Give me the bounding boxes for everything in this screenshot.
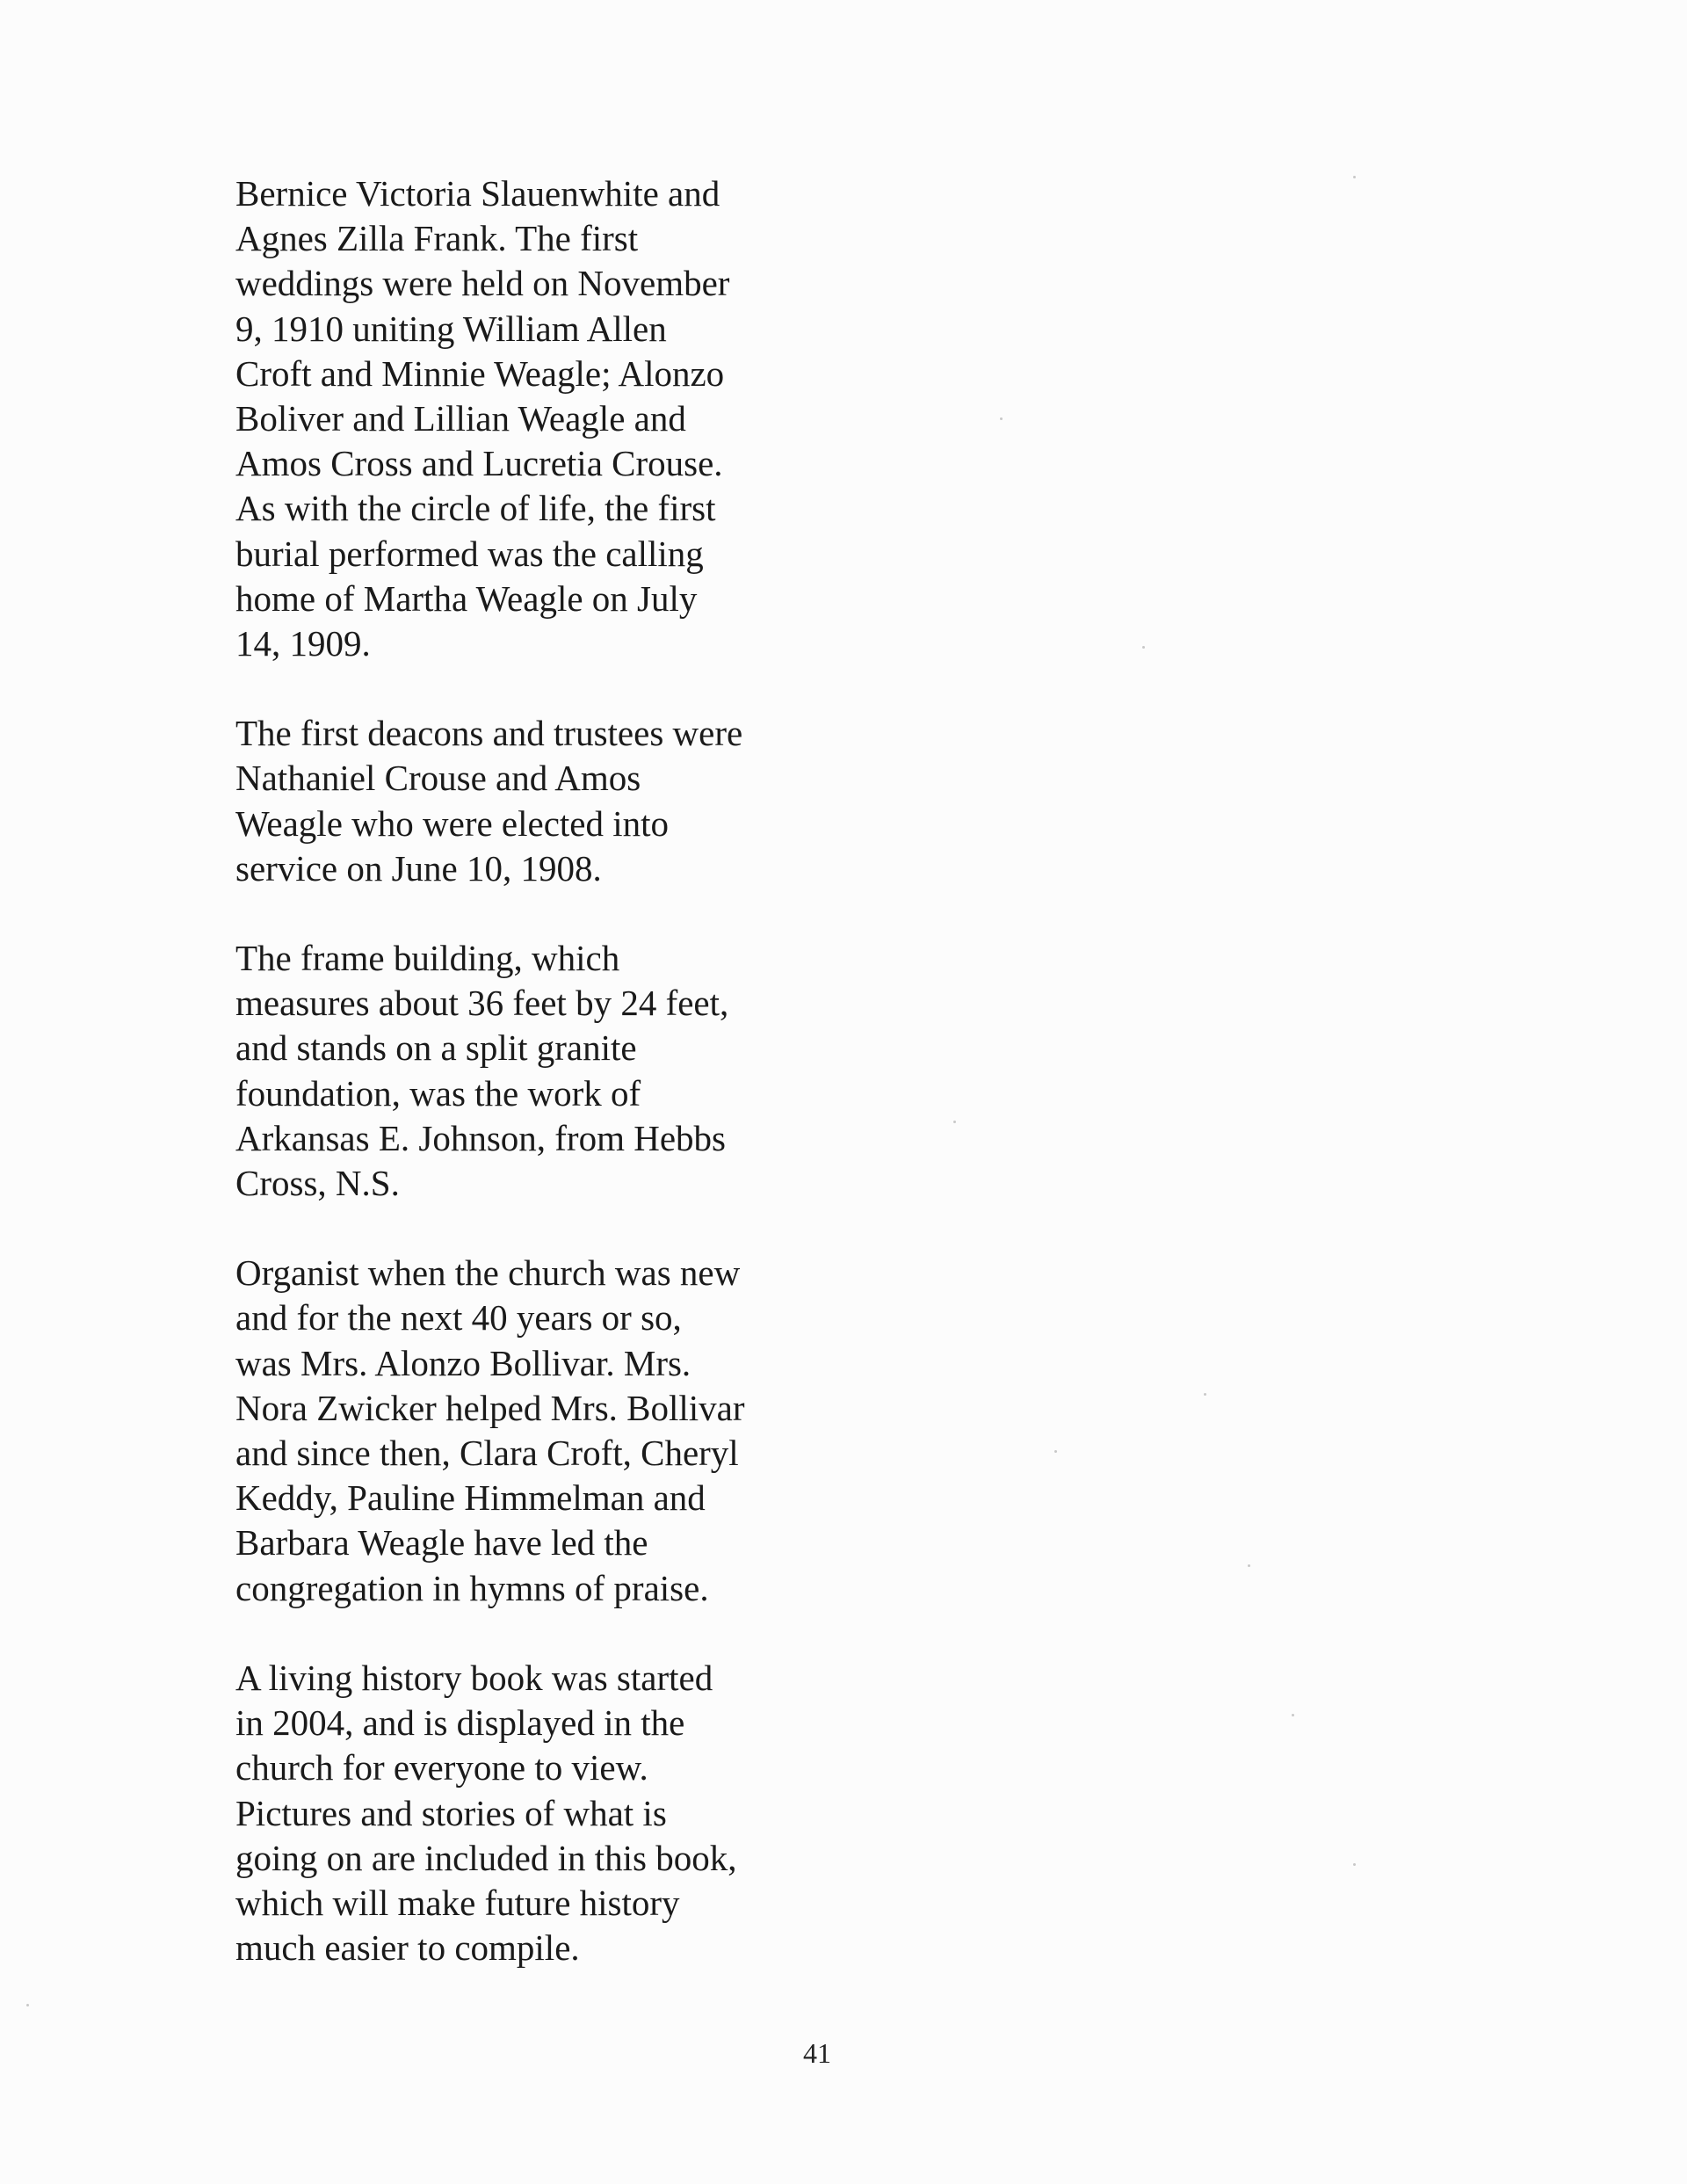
text-line: Bernice Victoria Slauenwhite and — [235, 173, 720, 214]
text-line: foundation, was the work of — [235, 1072, 641, 1114]
scan-speck — [1248, 1564, 1250, 1567]
text-line: much easier to compile. — [235, 1927, 580, 1969]
text-line: home of Martha Weagle on July — [235, 577, 698, 619]
text-line: Weagle who were elected into — [235, 802, 670, 844]
paragraph-spacer — [235, 1611, 798, 1656]
text-line: Keddy, Pauline Himmelman and — [235, 1477, 706, 1519]
text-line: As with the circle of life, the first — [235, 488, 716, 529]
text-line: 14, 1909. — [235, 623, 371, 664]
scan-speck — [26, 2004, 29, 2006]
paragraph-frame-building — [235, 936, 798, 1206]
text-line: Organist when the church was new — [235, 1252, 741, 1294]
scan-speck — [1204, 1393, 1206, 1396]
text-line: Agnes Zilla Frank. The first — [235, 218, 639, 259]
scan-speck — [1000, 417, 1003, 420]
text-line: Barbara Weagle have led the — [235, 1522, 648, 1564]
text-line: The frame building, which — [235, 938, 620, 979]
paragraph-first-weddings — [235, 171, 798, 666]
text-line: A living history book was started — [235, 1657, 713, 1698]
text-line: Boliver and Lillian Weagle and — [235, 398, 686, 439]
text-line: The first deacons and trustees were — [235, 713, 743, 754]
scan-speck — [1353, 176, 1356, 178]
text-line: Pictures and stories of what is — [235, 1792, 667, 1833]
text-line: church for everyone to view. — [235, 1747, 648, 1789]
paragraph-spacer — [235, 666, 798, 711]
text-line: burial performed was the calling — [235, 533, 704, 574]
text-line: Nathaniel Crouse and Amos — [235, 758, 641, 799]
page-number: 41 — [803, 2037, 831, 2069]
text-column — [235, 171, 798, 1970]
scan-speck — [1353, 1863, 1356, 1866]
scan-speck — [953, 1121, 956, 1123]
text-line: Cross, N.S. — [235, 1163, 400, 1204]
text-line: congregation in hymns of praise. — [235, 1567, 709, 1608]
text-line: 9, 1910 uniting William Allen — [235, 308, 667, 349]
text-line: Nora Zwicker helped Mrs. Bollivar — [235, 1387, 745, 1428]
text-line: and for the next 40 years or so, — [235, 1297, 682, 1339]
text-line: in 2004, and is displayed in the — [235, 1702, 685, 1744]
text-line: weddings were held on November — [235, 263, 730, 304]
paragraph-organists — [235, 1251, 798, 1611]
scan-speck — [1292, 1714, 1294, 1716]
paragraph-deacons-trustees — [235, 711, 798, 891]
text-line: Amos Cross and Lucretia Crouse. — [235, 443, 723, 484]
paragraph-history-book — [235, 1656, 798, 1970]
text-line: Croft and Minnie Weagle; Alonzo — [235, 352, 725, 394]
paragraph-spacer — [235, 891, 798, 936]
text-line: going on are included in this book, — [235, 1837, 737, 1878]
paragraph-spacer — [235, 1206, 798, 1251]
scan-speck — [1054, 1450, 1057, 1453]
scan-speck — [1142, 646, 1145, 649]
text-line: and since then, Clara Croft, Cheryl — [235, 1433, 739, 1474]
text-line: measures about 36 feet by 24 feet, — [235, 983, 729, 1024]
text-line: and stands on a split granite — [235, 1027, 637, 1069]
text-line: Arkansas E. Johnson, from Hebbs — [235, 1117, 726, 1158]
text-line: which will make future history — [235, 1882, 680, 1923]
text-line: service on June 10, 1908. — [235, 847, 602, 889]
text-line: was Mrs. Alonzo Bollivar. Mrs. — [235, 1342, 691, 1383]
